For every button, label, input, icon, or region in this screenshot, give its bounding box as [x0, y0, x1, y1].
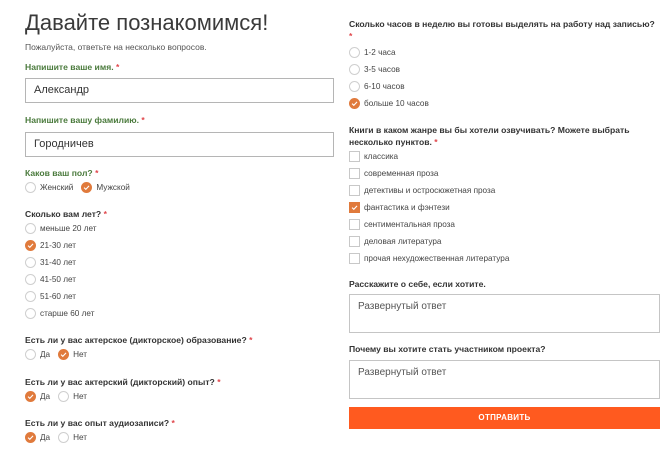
radio-icon[interactable] [25, 291, 36, 302]
age-option[interactable]: 31-40 лет [25, 255, 76, 269]
gender-options [25, 180, 138, 194]
radio-icon[interactable] [25, 308, 36, 319]
genres-label: Книги в каком жанре вы бы хотели озвучивать? Можете выбрать несколько пунктов. * [349, 125, 630, 147]
acting-education-label: Есть ли у вас актерское (дикторское) образование? * [25, 335, 253, 345]
radio-icon[interactable] [349, 81, 360, 92]
audio-experience-no[interactable]: Нет [58, 430, 87, 444]
genre-checkbox[interactable]: прочая нехудожественная литература [349, 251, 509, 265]
why-textarea[interactable]: Развернутый ответ [349, 360, 660, 399]
acting-experience-no[interactable]: Нет [58, 389, 87, 403]
checkbox-icon[interactable] [349, 236, 360, 247]
age-option[interactable]: 21-30 лет [25, 238, 76, 252]
first-name-input[interactable]: Александр [25, 78, 334, 103]
radio-checked-icon[interactable] [81, 182, 92, 193]
acting-education-options [25, 347, 95, 361]
gender-option-male[interactable]: Мужской [81, 180, 129, 194]
checkbox-icon[interactable] [349, 168, 360, 179]
genre-checkbox[interactable]: детективы и остросюжетная проза [349, 183, 495, 197]
audio-experience-label: Есть ли у вас опыт аудиозаписи? * [25, 418, 175, 428]
checkbox-icon[interactable] [349, 219, 360, 230]
last-name-input[interactable]: Городничев [25, 132, 334, 157]
radio-checked-icon[interactable] [58, 349, 69, 360]
checkbox-checked-icon[interactable] [349, 202, 360, 213]
required-mark: * [434, 137, 438, 147]
radio-icon[interactable] [25, 182, 36, 193]
checkbox-icon[interactable] [349, 253, 360, 264]
first-name-label: Напишите ваше имя. * [25, 62, 120, 72]
audio-experience-options [25, 430, 95, 444]
radio-checked-icon[interactable] [25, 391, 36, 402]
hours-option[interactable]: 3-5 часов [349, 62, 400, 76]
hours-option[interactable]: 6-10 часов [349, 79, 405, 93]
required-mark: * [349, 31, 353, 41]
genre-checkbox[interactable]: деловая литература [349, 234, 441, 248]
radio-icon[interactable] [25, 223, 36, 234]
why-label: Почему вы хотите стать участником проекта? [349, 344, 546, 354]
radio-icon[interactable] [25, 349, 36, 360]
hours-option[interactable]: больше 10 часов [349, 96, 429, 110]
radio-icon[interactable] [349, 47, 360, 58]
required-mark: * [141, 115, 145, 125]
about-label: Расскажите о себе, если хотите. [349, 279, 486, 289]
genre-checkbox[interactable]: современная проза [349, 166, 438, 180]
radio-icon[interactable] [58, 432, 69, 443]
last-name-label: Напишите вашу фамилию. * [25, 115, 145, 125]
required-mark: * [95, 168, 99, 178]
required-mark: * [249, 335, 253, 345]
required-mark: * [171, 418, 175, 428]
radio-checked-icon[interactable] [25, 432, 36, 443]
checkbox-icon[interactable] [349, 151, 360, 162]
radio-icon[interactable] [349, 64, 360, 75]
page-title: Давайте познакомимся! [25, 10, 269, 35]
genre-checkbox[interactable]: сентиментальная проза [349, 217, 455, 231]
genre-checkbox[interactable]: классика [349, 149, 398, 163]
acting-education-yes[interactable]: Да [25, 347, 50, 361]
radio-icon[interactable] [25, 257, 36, 268]
acting-education-no[interactable]: Нет [58, 347, 87, 361]
age-option[interactable]: 41-50 лет [25, 272, 76, 286]
gender-option-female[interactable]: Женский [25, 180, 73, 194]
about-textarea[interactable]: Развернутый ответ [349, 294, 660, 333]
hours-option[interactable]: 1-2 часа [349, 45, 396, 59]
gender-label: Каков ваш пол? * [25, 168, 99, 178]
required-mark: * [217, 377, 221, 387]
hours-label: Сколько часов в неделю вы готовы выделять на работу над записью? * [349, 19, 655, 41]
radio-checked-icon[interactable] [349, 98, 360, 109]
submit-button[interactable]: ОТПРАВИТЬ [349, 407, 660, 429]
radio-icon[interactable] [25, 274, 36, 285]
age-option[interactable]: 51-60 лет [25, 289, 76, 303]
page-subtitle: Пожалуйста, ответьте на несколько вопросов. [25, 42, 207, 52]
age-option[interactable]: меньше 20 лет [25, 221, 97, 235]
checkbox-icon[interactable] [349, 185, 360, 196]
required-mark: * [103, 209, 107, 219]
age-option[interactable]: старше 60 лет [25, 306, 94, 320]
acting-experience-yes[interactable]: Да [25, 389, 50, 403]
radio-checked-icon[interactable] [25, 240, 36, 251]
radio-icon[interactable] [58, 391, 69, 402]
age-label: Сколько вам лет? * [25, 209, 107, 219]
acting-experience-options [25, 389, 95, 403]
genre-checkbox[interactable]: фантастика и фэнтези [349, 200, 450, 214]
required-mark: * [116, 62, 120, 72]
audio-experience-yes[interactable]: Да [25, 430, 50, 444]
acting-experience-label: Есть ли у вас актерский (дикторский) опыт? * [25, 377, 221, 387]
